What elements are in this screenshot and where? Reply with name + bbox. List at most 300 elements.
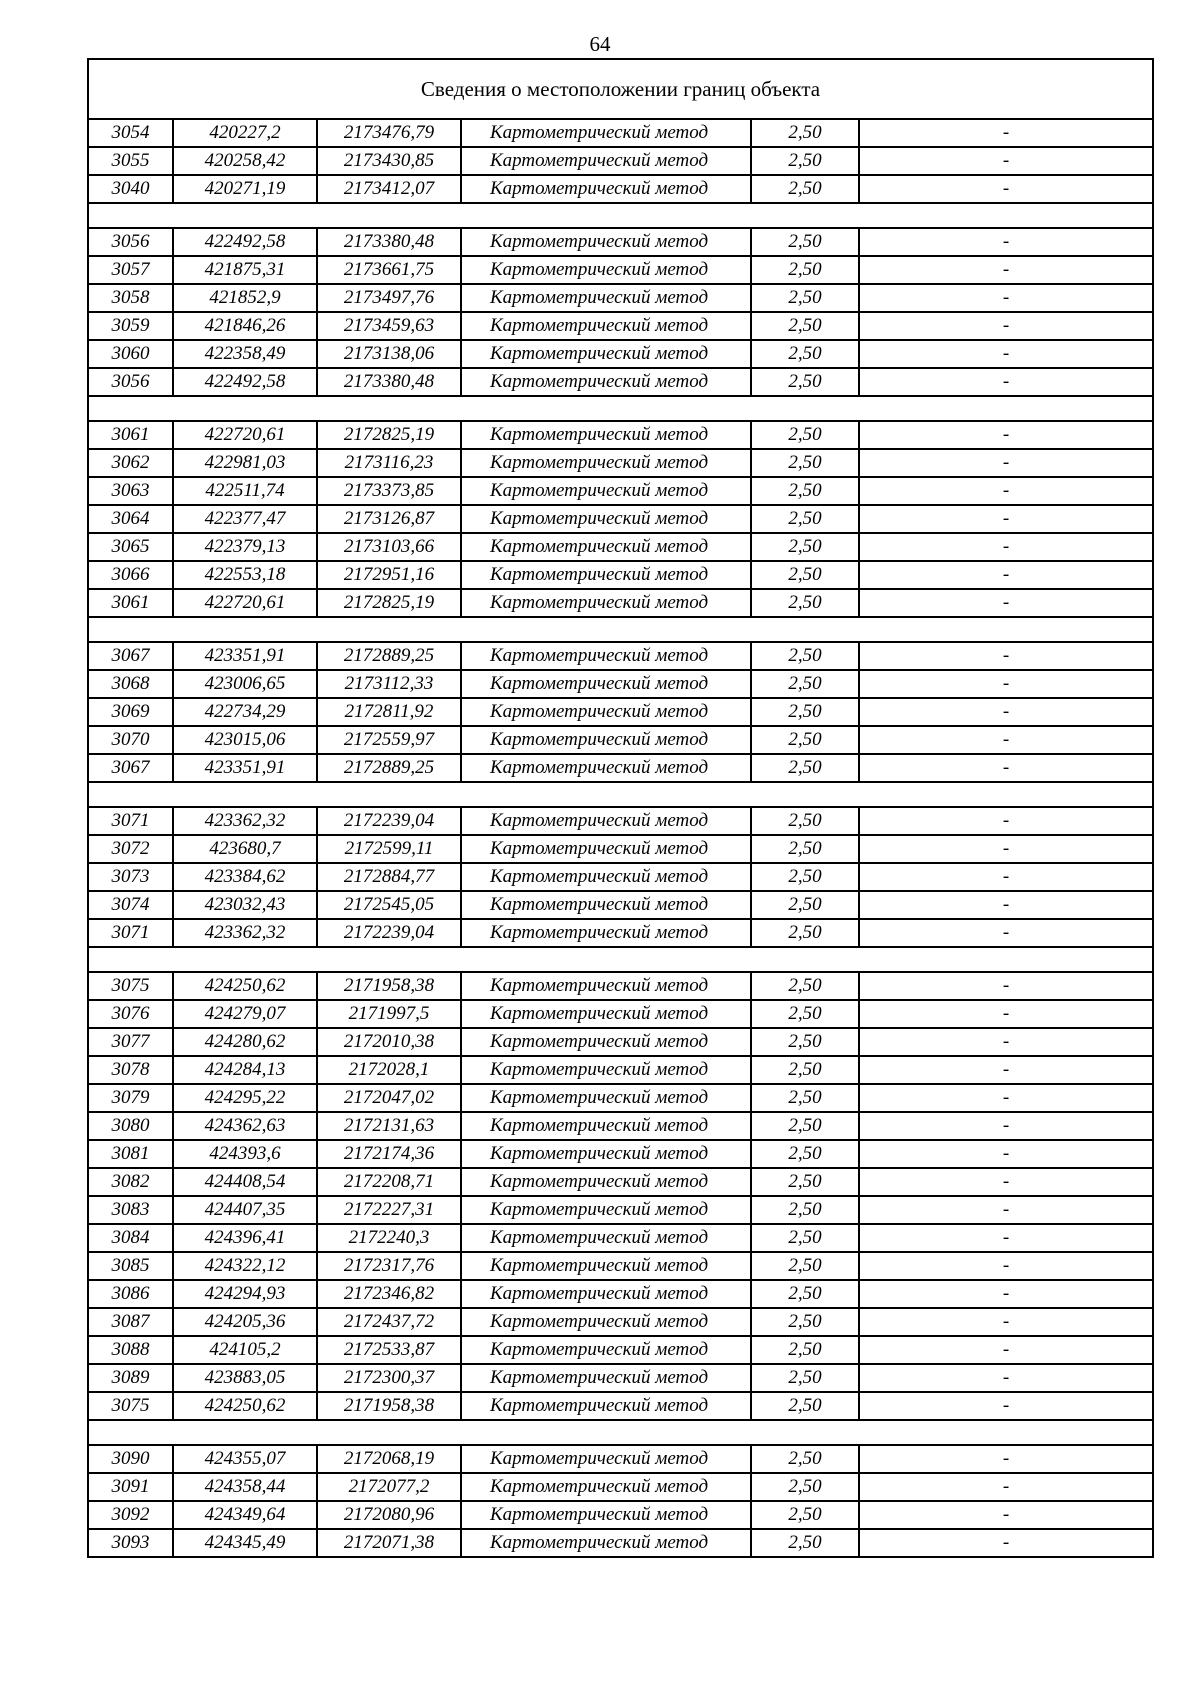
accuracy-cell: 2,50 [751, 284, 859, 312]
method-cell: Картометрический метод [461, 891, 751, 919]
point-number-cell: 3084 [88, 1224, 173, 1252]
accuracy-cell: 2,50 [751, 175, 859, 203]
accuracy-cell: 2,50 [751, 1308, 859, 1336]
description-cell: - [859, 368, 1153, 396]
x-coordinate-cell: 424358,44 [173, 1473, 317, 1501]
accuracy-cell: 2,50 [751, 147, 859, 175]
table-row [88, 1473, 1153, 1501]
method-cell: Картометрический метод [461, 698, 751, 726]
point-number-cell: 3073 [88, 863, 173, 891]
description-cell: - [859, 1336, 1153, 1364]
y-coordinate-cell: 2171997,5 [317, 1000, 461, 1028]
y-coordinate-cell: 2173373,85 [317, 477, 461, 505]
x-coordinate-cell: 420227,2 [173, 119, 317, 147]
table-row [88, 1392, 1153, 1420]
y-coordinate-cell: 2172825,19 [317, 589, 461, 617]
x-coordinate-cell: 422734,29 [173, 698, 317, 726]
point-number-cell: 3072 [88, 835, 173, 863]
x-coordinate-cell: 424393,6 [173, 1140, 317, 1168]
y-coordinate-cell: 2172889,25 [317, 642, 461, 670]
point-number-cell: 3059 [88, 312, 173, 340]
point-number-cell: 3057 [88, 256, 173, 284]
description-cell: - [859, 147, 1153, 175]
x-coordinate-cell: 421852,9 [173, 284, 317, 312]
accuracy-cell: 2,50 [751, 1252, 859, 1280]
y-coordinate-cell: 2172811,92 [317, 698, 461, 726]
method-cell: Картометрический метод [461, 919, 751, 947]
y-coordinate-cell: 2173380,48 [317, 368, 461, 396]
table-row [88, 147, 1153, 175]
description-cell: - [859, 1473, 1153, 1501]
method-cell: Картометрический метод [461, 228, 751, 256]
x-coordinate-cell: 423006,65 [173, 670, 317, 698]
x-coordinate-cell: 424205,36 [173, 1308, 317, 1336]
point-number-cell: 3076 [88, 1000, 173, 1028]
group-separator-row [88, 203, 1153, 228]
table-row [88, 1084, 1153, 1112]
accuracy-cell: 2,50 [751, 754, 859, 782]
point-number-cell: 3069 [88, 698, 173, 726]
accuracy-cell: 2,50 [751, 1280, 859, 1308]
x-coordinate-cell: 423384,62 [173, 863, 317, 891]
description-cell: - [859, 1280, 1153, 1308]
table-row [88, 589, 1153, 617]
accuracy-cell: 2,50 [751, 642, 859, 670]
method-cell: Картометрический метод [461, 312, 751, 340]
method-cell: Картометрический метод [461, 1056, 751, 1084]
point-number-cell: 3082 [88, 1168, 173, 1196]
accuracy-cell: 2,50 [751, 670, 859, 698]
accuracy-cell: 2,50 [751, 972, 859, 1000]
table-row [88, 1196, 1153, 1224]
accuracy-cell: 2,50 [751, 368, 859, 396]
description-cell: - [859, 1196, 1153, 1224]
y-coordinate-cell: 2171958,38 [317, 972, 461, 1000]
table-row [88, 1112, 1153, 1140]
x-coordinate-cell: 424280,62 [173, 1028, 317, 1056]
x-coordinate-cell: 422358,49 [173, 340, 317, 368]
description-cell: - [859, 754, 1153, 782]
method-cell: Картометрический метод [461, 1336, 751, 1364]
y-coordinate-cell: 2173112,33 [317, 670, 461, 698]
description-cell: - [859, 1501, 1153, 1529]
method-cell: Картометрический метод [461, 972, 751, 1000]
table-row [88, 561, 1153, 589]
group-separator-row [88, 396, 1153, 421]
accuracy-cell: 2,50 [751, 1168, 859, 1196]
accuracy-cell: 2,50 [751, 589, 859, 617]
description-cell: - [859, 642, 1153, 670]
method-cell: Картометрический метод [461, 726, 751, 754]
x-coordinate-cell: 424295,22 [173, 1084, 317, 1112]
method-cell: Картометрический метод [461, 670, 751, 698]
x-coordinate-cell: 424105,2 [173, 1336, 317, 1364]
method-cell: Картометрический метод [461, 1000, 751, 1028]
accuracy-cell: 2,50 [751, 449, 859, 477]
description-cell: - [859, 256, 1153, 284]
accuracy-cell: 2,50 [751, 312, 859, 340]
x-coordinate-cell: 422981,03 [173, 449, 317, 477]
y-coordinate-cell: 2172889,25 [317, 754, 461, 782]
point-number-cell: 3065 [88, 533, 173, 561]
accuracy-cell: 2,50 [751, 533, 859, 561]
y-coordinate-cell: 2172071,38 [317, 1529, 461, 1557]
x-coordinate-cell: 422492,58 [173, 228, 317, 256]
point-number-cell: 3075 [88, 1392, 173, 1420]
table-row [88, 1336, 1153, 1364]
table-body [88, 59, 1153, 1557]
description-cell: - [859, 533, 1153, 561]
table-row [88, 1168, 1153, 1196]
point-number-cell: 3071 [88, 807, 173, 835]
point-number-cell: 3087 [88, 1308, 173, 1336]
y-coordinate-cell: 2173497,76 [317, 284, 461, 312]
y-coordinate-cell: 2172951,16 [317, 561, 461, 589]
method-cell: Картометрический метод [461, 642, 751, 670]
x-coordinate-cell: 423015,06 [173, 726, 317, 754]
description-cell: - [859, 1308, 1153, 1336]
description-cell: - [859, 1445, 1153, 1473]
point-number-cell: 3089 [88, 1364, 173, 1392]
method-cell: Картометрический метод [461, 119, 751, 147]
page-number: 64 [589, 32, 611, 56]
method-cell: Картометрический метод [461, 533, 751, 561]
accuracy-cell: 2,50 [751, 1140, 859, 1168]
description-cell: - [859, 1224, 1153, 1252]
table-row [88, 1308, 1153, 1336]
method-cell: Картометрический метод [461, 1196, 751, 1224]
y-coordinate-cell: 2173116,23 [317, 449, 461, 477]
x-coordinate-cell: 422379,13 [173, 533, 317, 561]
y-coordinate-cell: 2172174,36 [317, 1140, 461, 1168]
x-coordinate-cell: 421846,26 [173, 312, 317, 340]
x-coordinate-cell: 424294,93 [173, 1280, 317, 1308]
y-coordinate-cell: 2173103,66 [317, 533, 461, 561]
accuracy-cell: 2,50 [751, 505, 859, 533]
accuracy-cell: 2,50 [751, 340, 859, 368]
method-cell: Картометрический метод [461, 835, 751, 863]
y-coordinate-cell: 2172010,38 [317, 1028, 461, 1056]
point-number-cell: 3056 [88, 368, 173, 396]
x-coordinate-cell: 423680,7 [173, 835, 317, 863]
y-coordinate-cell: 2172437,72 [317, 1308, 461, 1336]
method-cell: Картометрический метод [461, 1028, 751, 1056]
table-row [88, 726, 1153, 754]
table-row [88, 1056, 1153, 1084]
y-coordinate-cell: 2173412,07 [317, 175, 461, 203]
accuracy-cell: 2,50 [751, 1112, 859, 1140]
table-row [88, 1224, 1153, 1252]
description-cell: - [859, 1364, 1153, 1392]
x-coordinate-cell: 423362,32 [173, 807, 317, 835]
accuracy-cell: 2,50 [751, 863, 859, 891]
separator-cell [88, 947, 1153, 972]
point-number-cell: 3086 [88, 1280, 173, 1308]
point-number-cell: 3092 [88, 1501, 173, 1529]
description-cell: - [859, 477, 1153, 505]
y-coordinate-cell: 2172240,3 [317, 1224, 461, 1252]
description-cell: - [859, 421, 1153, 449]
method-cell: Картометрический метод [461, 1308, 751, 1336]
x-coordinate-cell: 424284,13 [173, 1056, 317, 1084]
point-number-cell: 3091 [88, 1473, 173, 1501]
table-row [88, 807, 1153, 835]
point-number-cell: 3061 [88, 589, 173, 617]
method-cell: Картометрический метод [461, 284, 751, 312]
y-coordinate-cell: 2172047,02 [317, 1084, 461, 1112]
accuracy-cell: 2,50 [751, 256, 859, 284]
group-separator-row [88, 1420, 1153, 1445]
description-cell: - [859, 1392, 1153, 1420]
table-row [88, 891, 1153, 919]
table-row [88, 340, 1153, 368]
y-coordinate-cell: 2173430,85 [317, 147, 461, 175]
accuracy-cell: 2,50 [751, 1336, 859, 1364]
description-cell: - [859, 1252, 1153, 1280]
x-coordinate-cell: 423032,43 [173, 891, 317, 919]
point-number-cell: 3063 [88, 477, 173, 505]
y-coordinate-cell: 2172545,05 [317, 891, 461, 919]
point-number-cell: 3060 [88, 340, 173, 368]
table-row [88, 312, 1153, 340]
method-cell: Картометрический метод [461, 589, 751, 617]
table-row [88, 919, 1153, 947]
method-cell: Картометрический метод [461, 505, 751, 533]
x-coordinate-cell: 424396,41 [173, 1224, 317, 1252]
description-cell: - [859, 1168, 1153, 1196]
x-coordinate-cell: 421875,31 [173, 256, 317, 284]
description-cell: - [859, 284, 1153, 312]
method-cell: Картометрический метод [461, 807, 751, 835]
method-cell: Картометрический метод [461, 754, 751, 782]
table-row [88, 670, 1153, 698]
y-coordinate-cell: 2172300,37 [317, 1364, 461, 1392]
x-coordinate-cell: 424362,63 [173, 1112, 317, 1140]
table-row [88, 1529, 1153, 1557]
method-cell: Картометрический метод [461, 863, 751, 891]
description-cell: - [859, 891, 1153, 919]
method-cell: Картометрический метод [461, 1168, 751, 1196]
point-number-cell: 3055 [88, 147, 173, 175]
point-number-cell: 3066 [88, 561, 173, 589]
separator-cell [88, 396, 1153, 421]
method-cell: Картометрический метод [461, 1280, 751, 1308]
point-number-cell: 3062 [88, 449, 173, 477]
x-coordinate-cell: 423351,91 [173, 642, 317, 670]
y-coordinate-cell: 2173459,63 [317, 312, 461, 340]
y-coordinate-cell: 2172884,77 [317, 863, 461, 891]
method-cell: Картометрический метод [461, 147, 751, 175]
description-cell: - [859, 449, 1153, 477]
y-coordinate-cell: 2172208,71 [317, 1168, 461, 1196]
y-coordinate-cell: 2173380,48 [317, 228, 461, 256]
description-cell: - [859, 1112, 1153, 1140]
point-number-cell: 3078 [88, 1056, 173, 1084]
description-cell: - [859, 863, 1153, 891]
separator-cell [88, 203, 1153, 228]
group-separator-row [88, 782, 1153, 807]
y-coordinate-cell: 2172239,04 [317, 807, 461, 835]
boundary-coordinates-table [87, 58, 1154, 1558]
accuracy-cell: 2,50 [751, 561, 859, 589]
description-cell: - [859, 589, 1153, 617]
description-cell: - [859, 807, 1153, 835]
y-coordinate-cell: 2172028,1 [317, 1056, 461, 1084]
accuracy-cell: 2,50 [751, 1056, 859, 1084]
x-coordinate-cell: 424349,64 [173, 1501, 317, 1529]
description-cell: - [859, 1529, 1153, 1557]
table-row [88, 1252, 1153, 1280]
accuracy-cell: 2,50 [751, 891, 859, 919]
point-number-cell: 3064 [88, 505, 173, 533]
table-row [88, 754, 1153, 782]
point-number-cell: 3056 [88, 228, 173, 256]
table-row [88, 698, 1153, 726]
x-coordinate-cell: 422720,61 [173, 589, 317, 617]
point-number-cell: 3058 [88, 284, 173, 312]
method-cell: Картометрический метод [461, 1392, 751, 1420]
accuracy-cell: 2,50 [751, 726, 859, 754]
y-coordinate-cell: 2173138,06 [317, 340, 461, 368]
x-coordinate-cell: 422553,18 [173, 561, 317, 589]
description-cell: - [859, 919, 1153, 947]
method-cell: Картометрический метод [461, 175, 751, 203]
point-number-cell: 3070 [88, 726, 173, 754]
point-number-cell: 3068 [88, 670, 173, 698]
y-coordinate-cell: 2173126,87 [317, 505, 461, 533]
description-cell: - [859, 340, 1153, 368]
method-cell: Картометрический метод [461, 421, 751, 449]
description-cell: - [859, 312, 1153, 340]
table-row [88, 505, 1153, 533]
table-row [88, 421, 1153, 449]
x-coordinate-cell: 424355,07 [173, 1445, 317, 1473]
description-cell: - [859, 175, 1153, 203]
table-row [88, 835, 1153, 863]
accuracy-cell: 2,50 [751, 1501, 859, 1529]
table-row [88, 1000, 1153, 1028]
table-row [88, 642, 1153, 670]
x-coordinate-cell: 424279,07 [173, 1000, 317, 1028]
x-coordinate-cell: 423351,91 [173, 754, 317, 782]
x-coordinate-cell: 422377,47 [173, 505, 317, 533]
method-cell: Картометрический метод [461, 340, 751, 368]
table-row [88, 119, 1153, 147]
x-coordinate-cell: 424322,12 [173, 1252, 317, 1280]
table-row [88, 863, 1153, 891]
point-number-cell: 3079 [88, 1084, 173, 1112]
table-row [88, 449, 1153, 477]
method-cell: Картометрический метод [461, 1112, 751, 1140]
table-row [88, 368, 1153, 396]
description-cell: - [859, 119, 1153, 147]
x-coordinate-cell: 422492,58 [173, 368, 317, 396]
method-cell: Картометрический метод [461, 449, 751, 477]
x-coordinate-cell: 420271,19 [173, 175, 317, 203]
accuracy-cell: 2,50 [751, 1224, 859, 1252]
y-coordinate-cell: 2172239,04 [317, 919, 461, 947]
point-number-cell: 3071 [88, 919, 173, 947]
table-row [88, 1445, 1153, 1473]
point-number-cell: 3093 [88, 1529, 173, 1557]
point-number-cell: 3085 [88, 1252, 173, 1280]
table-row [88, 1028, 1153, 1056]
description-cell: - [859, 1028, 1153, 1056]
table-row [88, 1280, 1153, 1308]
table-row [88, 228, 1153, 256]
accuracy-cell: 2,50 [751, 835, 859, 863]
table-row [88, 284, 1153, 312]
y-coordinate-cell: 2172825,19 [317, 421, 461, 449]
point-number-cell: 3075 [88, 972, 173, 1000]
y-coordinate-cell: 2172559,97 [317, 726, 461, 754]
description-cell: - [859, 972, 1153, 1000]
point-number-cell: 3067 [88, 642, 173, 670]
group-separator-row [88, 617, 1153, 642]
method-cell: Картометрический метод [461, 561, 751, 589]
x-coordinate-cell: 424345,49 [173, 1529, 317, 1557]
table-row [88, 1140, 1153, 1168]
y-coordinate-cell: 2173476,79 [317, 119, 461, 147]
description-cell: - [859, 698, 1153, 726]
separator-cell [88, 1420, 1153, 1445]
x-coordinate-cell: 422511,74 [173, 477, 317, 505]
table-row [88, 477, 1153, 505]
y-coordinate-cell: 2172346,82 [317, 1280, 461, 1308]
point-number-cell: 3080 [88, 1112, 173, 1140]
description-cell: - [859, 505, 1153, 533]
description-cell: - [859, 670, 1153, 698]
table-row [88, 533, 1153, 561]
group-separator-row [88, 947, 1153, 972]
y-coordinate-cell: 2172080,96 [317, 1501, 461, 1529]
y-coordinate-cell: 2172599,11 [317, 835, 461, 863]
accuracy-cell: 2,50 [751, 1084, 859, 1112]
point-number-cell: 3067 [88, 754, 173, 782]
table-row [88, 1364, 1153, 1392]
accuracy-cell: 2,50 [751, 1445, 859, 1473]
method-cell: Картометрический метод [461, 1501, 751, 1529]
accuracy-cell: 2,50 [751, 1392, 859, 1420]
accuracy-cell: 2,50 [751, 807, 859, 835]
method-cell: Картометрический метод [461, 1445, 751, 1473]
accuracy-cell: 2,50 [751, 1364, 859, 1392]
point-number-cell: 3054 [88, 119, 173, 147]
accuracy-cell: 2,50 [751, 477, 859, 505]
accuracy-cell: 2,50 [751, 228, 859, 256]
accuracy-cell: 2,50 [751, 119, 859, 147]
description-cell: - [859, 835, 1153, 863]
point-number-cell: 3077 [88, 1028, 173, 1056]
point-number-cell: 3061 [88, 421, 173, 449]
description-cell: - [859, 1140, 1153, 1168]
description-cell: - [859, 561, 1153, 589]
method-cell: Картометрический метод [461, 477, 751, 505]
accuracy-cell: 2,50 [751, 1196, 859, 1224]
y-coordinate-cell: 2173661,75 [317, 256, 461, 284]
method-cell: Картометрический метод [461, 1084, 751, 1112]
separator-cell [88, 782, 1153, 807]
method-cell: Картометрический метод [461, 256, 751, 284]
method-cell: Картометрический метод [461, 368, 751, 396]
description-cell: - [859, 1056, 1153, 1084]
table-row [88, 175, 1153, 203]
x-coordinate-cell: 424250,62 [173, 1392, 317, 1420]
method-cell: Картометрический метод [461, 1364, 751, 1392]
description-cell: - [859, 726, 1153, 754]
x-coordinate-cell: 424408,54 [173, 1168, 317, 1196]
point-number-cell: 3074 [88, 891, 173, 919]
